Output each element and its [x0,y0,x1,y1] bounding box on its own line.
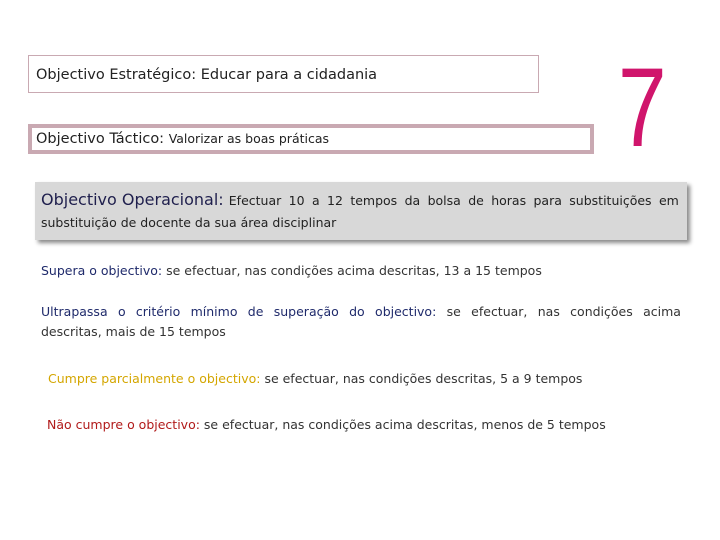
operational-word: bolsa [427,193,461,208]
tactical-objective-label: Objectivo Táctico: [36,131,165,147]
criterion-cumpre-label: Cumpre parcialmente o objectivo: [48,371,261,386]
criterion-ultrapassa-word: acima [643,304,681,319]
criterion-nao-cumpre-text: se efectuar, nas condições acima descritas, menos de 5 tempos [203,417,606,432]
criterion-cumpre [48,371,582,386]
criterion-supera-label: Supera o objectivo: [41,263,163,278]
criterion-cumpre-text: se efectuar, nas condições descritas, 5 a 9 tempos [264,371,583,386]
strategic-objective-label: Objectivo Estratégico: [36,67,197,83]
operational-word: a [311,193,320,208]
tactical-objective-text: Valorizar as boas práticas [168,131,330,146]
criterion-ultrapassa-word: do [349,304,365,319]
operational-word: para [533,193,562,208]
criterion-supera-text: se efectuar, nas condições acima descritas, 13 a 15 tempos [166,263,542,278]
criterion-ultrapassa-word: condições [570,304,633,319]
operational-word: da [404,193,421,208]
operational-word: 12 [327,193,343,208]
operational-word: em [658,193,679,208]
tactical-objective-box [28,124,594,154]
criterion-ultrapassa-word: o [117,304,126,319]
strategic-objective-text: Educar para a cidadania [200,67,378,83]
operational-word: horas [491,193,527,208]
criterion-nao-cumpre-label: Não cumpre o objectivo: [47,417,200,432]
operational-word: de [468,193,484,208]
criterion-ultrapassa-word: critério [135,304,181,319]
criterion-ultrapassa [41,304,681,339]
strategic-objective-box [28,55,539,93]
operational-objective-colon: : [218,190,224,209]
slide-number: 7 [618,45,667,170]
operational-word: Efectuar [228,193,282,208]
criterion-nao-cumpre [47,417,606,432]
operational-word: 10 [288,193,305,208]
criterion-ultrapassa-word: Ultrapassa [41,304,108,319]
criterion-ultrapassa-word: mínimo [190,304,238,319]
criterion-supera [41,263,542,278]
criterion-ultrapassa-word: efectuar, [471,304,528,319]
operational-objective-line-2: substituição de docente da sua área disciplinar [41,215,337,230]
criterion-ultrapassa-word: de [247,304,264,319]
operational-objective-line-1 [41,190,679,209]
criterion-ultrapassa-word: se [446,304,461,319]
operational-word: tempos [350,193,398,208]
operational-objective-box [35,182,687,240]
criterion-ultrapassa-line-2: descritas, mais de 15 tempos [41,324,226,339]
criterion-ultrapassa-word: nas [537,304,560,319]
operational-word: substituições [569,193,652,208]
criterion-ultrapassa-word: superação [273,304,339,319]
operational-objective-label [41,190,281,209]
criterion-ultrapassa-line-1 [41,304,681,319]
criterion-ultrapassa-word: objectivo: [375,304,437,319]
operational-objective-title: Objectivo Operacional [41,190,219,209]
